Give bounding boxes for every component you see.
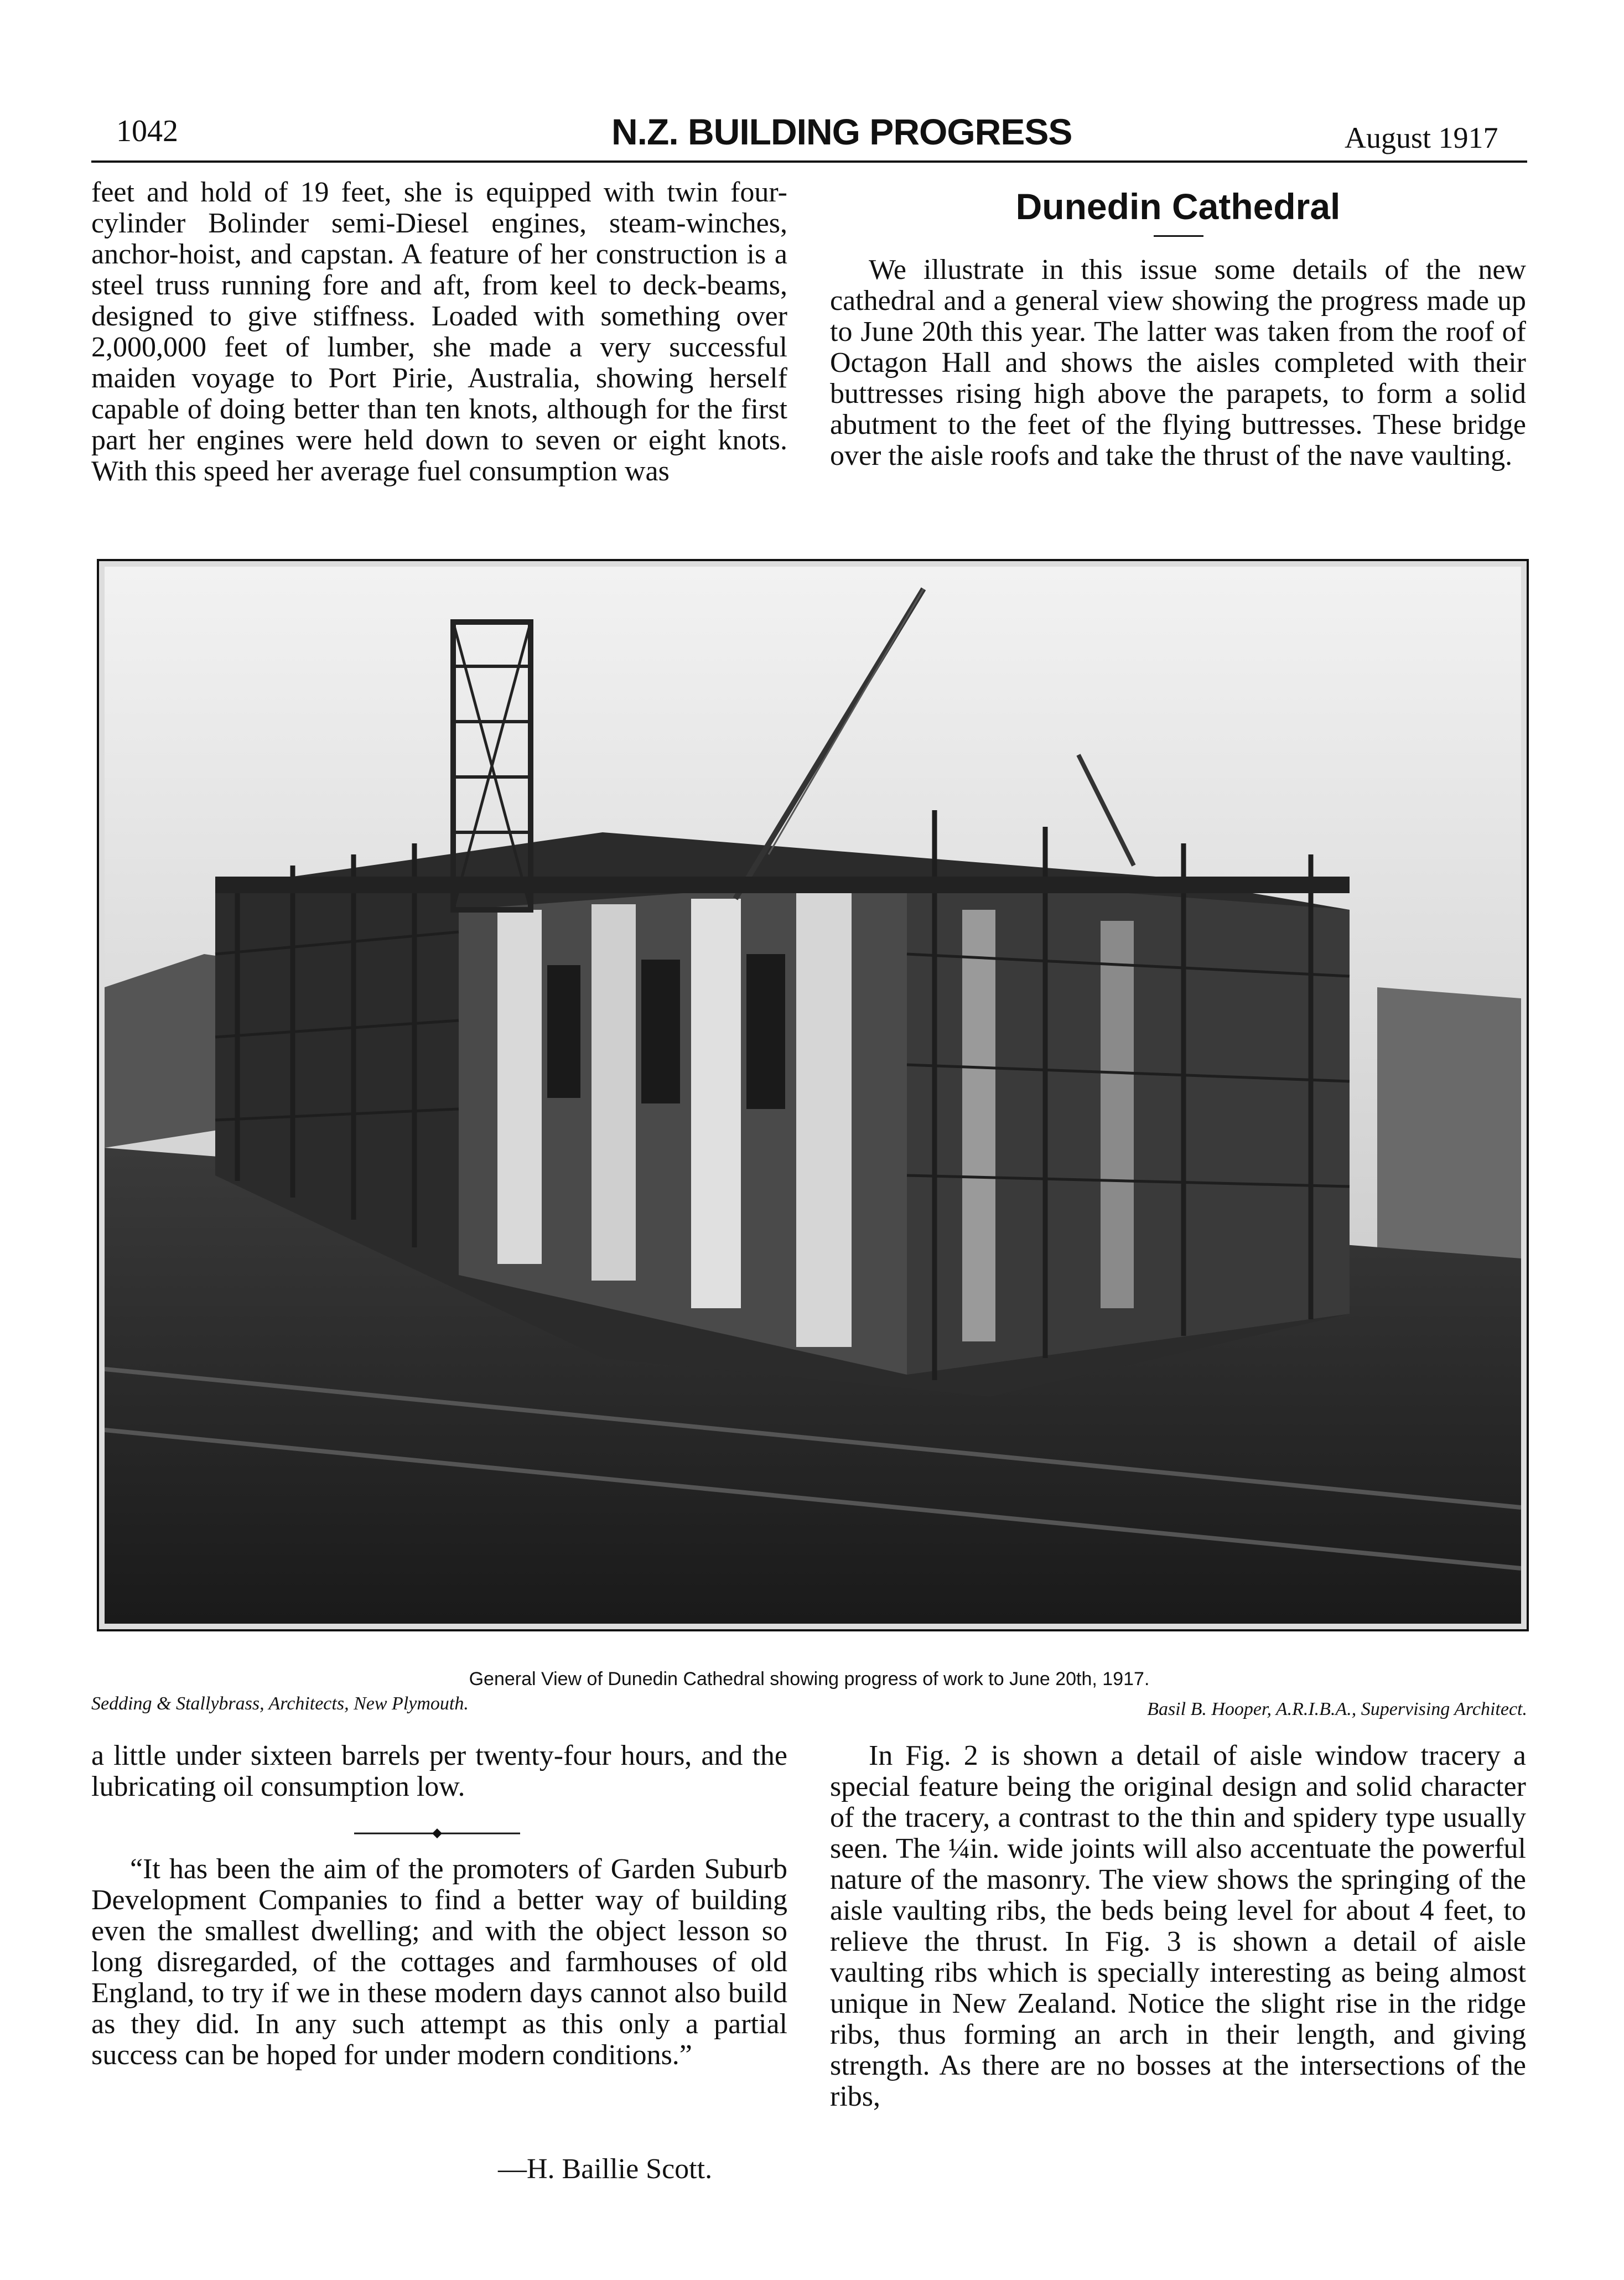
title-rule (1154, 235, 1203, 237)
right-column-top (830, 255, 1526, 471)
issue-date: August 1917 (1345, 121, 1498, 154)
header-rule (91, 160, 1527, 163)
left-column-top-text: feet and hold of 19 feet, she is equipped with twin four-cylinder Bolinder semi-Diesel engines, steam-winches, anchor-hoist, and capstan. A feature of her construction is a steel truss running fore and aft, from keel to deck-beams, designed to give stiffness. Loaded with something over 2,000,000 feet of lumber, she made a very successful maiden voyage to Port Pirie, Australia, showing herself capable of doing better than ten knots, although for the first part her engines were held down to seven or eight knots. With this speed her average fuel consumption was (91, 177, 787, 487)
article-title: Dunedin Cathedral (1015, 186, 1341, 227)
photo-frame (97, 559, 1529, 1631)
publication-title: N.Z. BUILDING PROGRESS (611, 111, 1072, 152)
architect-credit: Sedding & Stallybrass, Architects, New Plymouth. (91, 1693, 469, 1714)
left-column-bottom-text: a little under sixteen barrels per twenty-four hours, and the lubricating oil consumption low. (91, 1740, 787, 1802)
photo-caption: General View of Dunedin Cathedral showing progress of work to June 20th, 1917. (469, 1668, 1150, 1690)
quotation-block (91, 1854, 787, 2071)
right-column-bottom-text: In Fig. 2 is shown a detail of aisle window tracery a special feature being the original design and solid character of the tracery, a contrast to the thin and spidery type usually seen. The ¼in. wide joints will also accentuate the powerful nature of the masonry. The view shows the springing of the aisle vaulting ribs, the beds being level for about 4 feet, to relieve the thrust. In Fig. 3 is shown a detail of aisle vaulting ribs which is specially interesting as being almost unique in New Zealand. Notice the slight rise in the ridge ribs, thus forming an arch in their length, and giving strength. As there are no bosses at the intersections of the ribs, (830, 1740, 1526, 2112)
quotation-attribution: —H. Baillie Scott. (498, 2153, 713, 2185)
left-column-top (91, 177, 787, 487)
cathedral-photograph (105, 567, 1521, 1624)
supervising-architect-credit: Basil B. Hooper, A.R.I.B.A., Supervising Architect. (1147, 1699, 1527, 1719)
right-column-bottom (830, 1740, 1526, 2112)
divider-ornament (354, 1825, 520, 1842)
article-intro: We illustrate in this issue some details of the new cathedral and a general view showing the progress made up to June 20th this year. The latter was taken from the roof of Octagon Hall and shows the aisles completed with their buttresses rising high above the parapets, to form a solid abutment to the feet of the flying buttresses. These bridge over the aisle roofs and take the thrust of the nave vaulting. (830, 254, 1526, 471)
left-column-bottom (91, 1740, 787, 1802)
page-number: 1042 (116, 114, 178, 148)
quotation-text: “It has been the aim of the promoters of Garden Suburb Development Companies to find a better way of building even the smallest dwelling; and with the object lesson so long disregarded, of the cottages and farmhouses of old England, to try if we in these modern days cannot also build as they did. In any such attempt as this only a partial success can be hoped for under modern conditions.” (91, 1853, 787, 2071)
